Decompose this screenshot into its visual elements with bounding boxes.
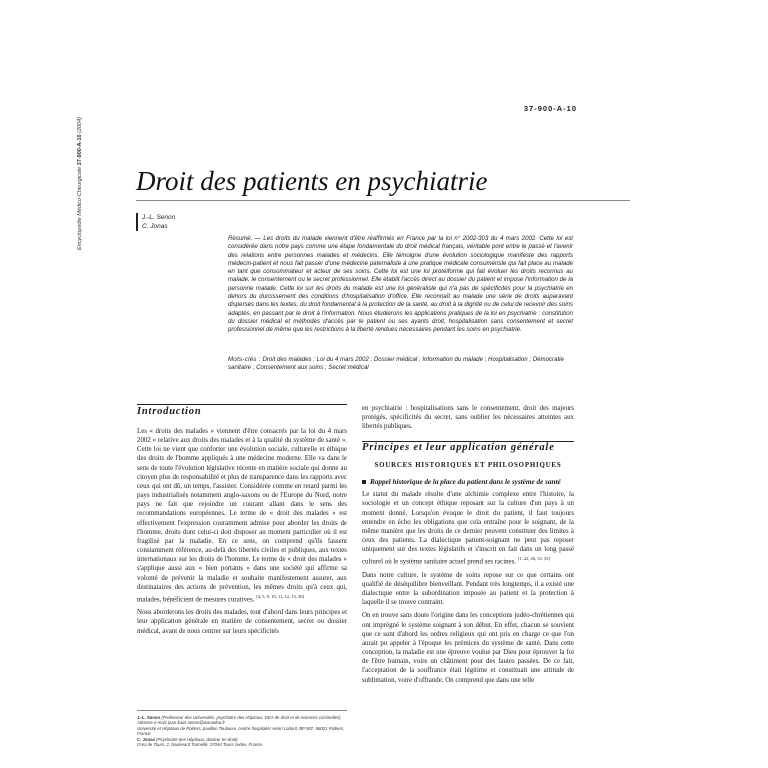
- subsubsection-heading: Rappel historique de la place du patient dans le système de santé: [362, 478, 574, 487]
- subsection-heading: SOURCES HISTORIQUES ET PHILOSOPHIQUES: [374, 461, 562, 469]
- sidebar-encyclopedia: Encyclopédie Médico-Chirurgicale: [77, 166, 83, 250]
- title-divider: [136, 200, 630, 201]
- footnote-author: C. Jonas: [137, 736, 155, 742]
- body-paragraph: On en trouve sans doute l'origine dans les conceptions judéo-chrétiennes qui ont imprégné le système soignant à son début. En effet, chacun se souvient que ce sont d'abord les ordres religieux qui ont pris en charge ce que l'on aurait pu appeler à l'époque les prémices du système de santé. Dans cette conception, la maladie est une épreuve voulue par Dieu pour éprouver la foi de l'être humain, voire un châtiment pour des fautes passées. De ce fait, l'acceptation de la souffrance était légitime et constituait une attitude de sublimation, voire d'offrande. On comprend que dans une telle: [362, 612, 574, 684]
- section-heading-principles: Principes et leur application générale: [362, 441, 574, 452]
- keywords-text: Droit des malades ; Loi du 4 mars 2002 ; Dossier médical ; Information du malade ; Hospitalisation ; Démocratie sanitaire ; Consentement aux soins ; Secret médical: [228, 356, 564, 372]
- sidebar-ref: 37-900-A-10: [77, 134, 83, 166]
- author-affiliations: J.-L. Senon (Professeur des Universités, psychiatre des Hôpitaux, DEA de droit et de sciences criminelles) Adresse e-mail: jean-louis.senon@wanadoo.fr Université et Hôpitaux de Poitiers, pavillon Toulouse, centre hospitalier Henri Laborit, BP 587, 86021 Poitiers, France. C. Jonas (Psychiatre des Hôpitaux, docteur en droit) CHU de Tours, 2, boulevard Tonnellé, 37044 Tours cedex, France.: [137, 710, 347, 747]
- authors-block: [136, 213, 175, 231]
- keywords-label: Mots-clés :: [228, 356, 261, 363]
- intro-paragraph: Nous aborderons les droits des malades, tout d'abord dans leurs principes et leur application générale en matière de consentement, secret ou dossier médical, avant de nous centrer sur leurs spécificités: [137, 609, 347, 635]
- body-paragraph: Le statut du malade résulte d'une alchimie complexe entre l'histoire, la sociologie et un concept éthique reposant sur la culture d'un pays à un moment donné. Lorsqu'on évoque le droit du patient, il faut toujours entendre en écho les obligations que cela entraîne pour le soignant, de la même manière que les droits de ce dernier peuvent constituer des limites à ceux des patients. La dialectique patient-soignant ne peut pas reposer uniquement sur des textes législatifs et s'inscrit en fait dans un long passé culturel où le système sanitaire actuel prend ses racines. [1, 22, 26, 33, 35]: [362, 491, 574, 566]
- abstract: Résumé. — Les droits du malade viennent d'être réaffirmés en France par la loi n° 2002-303 du 4 mars 2002. Cette loi est considérée dans notre pays comme une étape fondamentale du droit médical français, véritable pont entre le passé et l'avenir des relations entre personnes malades et médecins. Elle témoigne d'une évolution sociologique manifeste des rapports médecin-patient et nous fait passer d'une médecine paternaliste à une pratique médicale consumériste qui fait place au malade en tant que consommateur et acteur de ses soins. Cette loi est une loi protéiforme qui fait évoluer les droits reconnus au malade, le consentement ou le secret professionnel. Elle établit l'accès direct au dossier du patient et impose l'information de la personne malade. Cette loi sur les droits du malade est une loi généraliste qui n'a pas de spécificités pour la psychiatrie en dehors du durcissement des conditions d'hospitalisation d'office. Elle reconnaît au malade une série de droits auparavant dispersés dans les textes, du droit fondamental à la protection de la santé, au droit à la dignité ou de celui de recevoir des soins adaptés, en passant par le droit à l'information. Nous étudierons les applications pratiques de la loi en psychiatrie : constitution du dossier médical et méthodes d'accès par le patient ou ses ayants droit, hospitalisation sans consentement et secret professionnel de même que les restrictions à la liberté rendues nécessaires pendant les soins en psychiatrie.: [228, 235, 573, 334]
- footnote-email: Adresse e-mail: jean-louis.senon@wanadoo.fr: [137, 720, 225, 726]
- intro-paragraph-text: Les « droits des malades » viennent d'être consacrés par la loi du 4 mars 2002 « relative aux droits des malades et à la qualité du système de santé ». Cette loi ne vient que conforter une évolution sociale, culturelle et éthique des droits de l'homme appliqués à une médecine moderne. Elle va dans le sens de toute l'évolution législative récente en matière sociale qui donne au citoyen plus de responsabilité et plus de transparence dans les rapports avec ceux qui ont dû, un temps, l'assister. Considérée comme en retard parmi les pays industrialisés notamment anglo-saxons ou de l'Europe du Nord, notre pays ne fait que rejoindre un courant allant dans le sens des recommandations européennes. Le terme de « droit des malades » est effectivement l'expression couramment admise pour aborder les droits de l'homme, droits dont celui-ci doit disposer au moment particulier où il est fragilisé par la maladie. En ce sens, on comprend qu'ils fassent constamment référence, au-delà des libertés civiles et publiques, aux textes internationaux sur les droits de l'homme. Le terme de « droit des malades » s'applique aussi aux « bien portants » dans une société qui affirme sa volonté de prévenir la maladie et souhaite manifestement assurer, aux destinataires des actions de prévention, les mêmes droits qu'à ceux qui, malades, bénéficient de mesures curatives.: [137, 428, 347, 604]
- keywords: [228, 356, 573, 373]
- page-title: Droit des patients en psychiatrie: [136, 166, 488, 196]
- section-heading-introduction: Introduction: [137, 404, 347, 417]
- author-name: C. Jonas: [142, 223, 168, 230]
- column-right: [362, 404, 574, 689]
- reference-code: 37-900-A-10: [523, 104, 577, 113]
- square-bullet-icon: [362, 480, 366, 484]
- citation-refs: [4, 5, 9, 10, 11, 12, 13, 20]: [256, 593, 305, 599]
- sidebar-year: (2004): [77, 116, 83, 133]
- author-name: J.-L. Senon: [142, 214, 176, 221]
- citation-refs: [1, 22, 26, 33, 35]: [517, 556, 551, 562]
- footnote-author: J.-L. Senon: [137, 715, 161, 720]
- column-left: [137, 427, 347, 640]
- body-paragraph: en psychiatrie : hospitalisations sans le consentement, droit des majeurs protégés, spécificités du secret, sans oublier les nécessaires atteintes aux libertés publiques.: [362, 405, 574, 431]
- intro-paragraph: [137, 427, 347, 604]
- sidebar-citation: [77, 117, 83, 250]
- body-paragraph: Dans notre culture, le système de soins repose sur ce que certains ont qualifié de déséquilibre bienveillant. Pendant très longtemps, il a existé une dialectique entre la subordination imposée au patient et la protection à laquelle il se trouve contraint.: [362, 571, 574, 607]
